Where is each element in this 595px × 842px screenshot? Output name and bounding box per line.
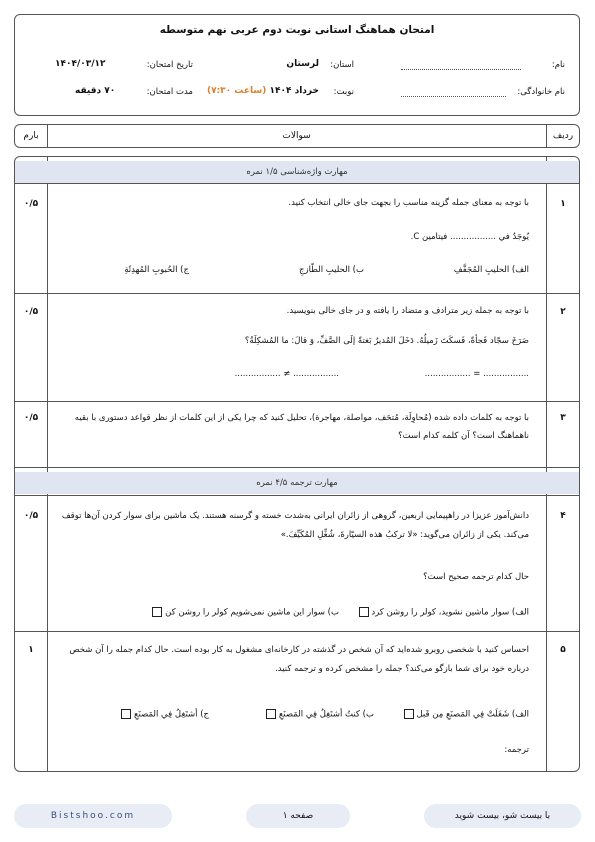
question-5-option-a[interactable] (400, 709, 529, 720)
section-vocabulary: مهارت واژه‌شناسی ۱/۵ نمره (15, 161, 579, 183)
round-label: نوبت: (333, 87, 354, 97)
question-4-prompt: دانش‌آموز عزیزا در راهپیمایی اربعین، گروهی از زائران ایرانی به‌شدت خسته و گرسنه هستند. یک ماشین برای سوار کردن آن‌ها توقف می‌کند. یکی از زائران می‌گوید: «لا تركبُ هذه السيّارةَ، شُغِّلِ المُكَيِّفَ.» (61, 511, 529, 540)
question-5-translation-label: ترجمه: (504, 745, 529, 755)
exam-header (14, 14, 580, 116)
province-value: لرستان (286, 59, 319, 69)
name-field[interactable] (401, 61, 521, 70)
question-5-option-b-checkbox[interactable] (266, 709, 276, 719)
duration-value: ۷۰ دقیقه (75, 86, 116, 96)
family-field[interactable] (401, 88, 506, 97)
question-2-number: ۲ (560, 307, 566, 317)
question-5-option-a-checkbox[interactable] (404, 709, 414, 719)
col-row: ردیف (552, 131, 574, 141)
footer-page-number: صفحه ۱ (246, 804, 350, 828)
question-4-score: ۰/۵ (23, 511, 39, 521)
question-3-number: ۳ (560, 413, 566, 423)
name-label: نام: (551, 60, 565, 70)
section-translation: مهارت ترجمه ۴/۵ نمره (15, 472, 579, 494)
question-2-blank-antonym[interactable]: ................. ≠ ................. (234, 369, 339, 379)
question-5-option-b[interactable] (262, 709, 374, 720)
question-5-number: ۵ (560, 645, 566, 655)
question-2-line: صَرَخَ سجّاد فَجأةً، فَسكَتَ زَميلُهُ. دَخَلَ المُديرُ بَغتةً إلَى الصَّفِّ، وَ قالَ: ما المُشكِلَةُ؟ (244, 336, 529, 346)
question-1-number: ۱ (560, 199, 566, 209)
question-2-prompt: با توجه به جمله زیر مترادف و متضاد را یافته و در جای خالی بنویسید. (286, 306, 529, 316)
question-3-score: ۰/۵ (23, 413, 39, 423)
question-4-option-b[interactable] (148, 607, 339, 618)
question-4-option-b-checkbox[interactable] (152, 607, 162, 617)
question-2-score: ۰/۵ (23, 307, 39, 317)
round-value (207, 86, 319, 96)
footer-slogan: با بیست شو، بیست شوید (424, 804, 581, 828)
exam-title: امتحان هماهنگ استانی نوبت دوم عربی نهم متوسطه (159, 24, 435, 36)
question-1-option-c[interactable]: ج) الحُبوبِ المُهدِئَةِ (124, 265, 189, 275)
province-label: استان: (330, 60, 354, 70)
question-1-score: ۰/۵ (23, 199, 39, 209)
question-3-prompt: با توجه به کلمات داده شده (مُحاوِلَة، مُتحَف، مواصلة، مهاجرة)، تحلیل کنید که چرا یکی از این کلمات از نظر قواعد دستوری با بقیه ناهماهنگ است؟ آن کلمه کدام است؟ (74, 413, 529, 441)
question-4-option-a[interactable] (355, 607, 529, 618)
round-month: خرداد ۱۴۰۴ (269, 86, 319, 96)
date-value: ۱۴۰۴/۰۳/۱۲ (55, 59, 106, 69)
question-5-option-c[interactable] (117, 709, 209, 720)
col-score: بارم (23, 131, 39, 141)
question-4-option-a-checkbox[interactable] (359, 607, 369, 617)
question-4-question: حال کدام ترجمه صحیح است؟ (423, 572, 529, 582)
question-4-option-a-label: الف) سوار ماشین نشوید، کولر را روشن کرد (371, 607, 529, 618)
question-4-number: ۴ (560, 511, 566, 521)
question-5-option-c-label: ج) أشتَغِلُ فِي المَصنَعِ (134, 709, 209, 720)
questions-table (14, 156, 580, 772)
question-5-option-a-label: الف) شَغَلَتْ فِي المَصنَعِ مِن قَبل (416, 709, 529, 720)
column-header-row (14, 124, 580, 148)
question-2-blank-synonym[interactable]: ................. = ................. (424, 369, 529, 379)
family-label: نام خانوادگی: (517, 87, 565, 97)
question-5-option-c-checkbox[interactable] (121, 709, 131, 719)
question-5-option-b-label: ب) كنتُ أشتَغِلُ فِي المَصنَعِ (278, 709, 374, 720)
round-time: (ساعت ۷:۳۰) (206, 86, 267, 96)
col-questions: سوالات (282, 131, 311, 141)
duration-label: مدت امتحان: (146, 87, 193, 97)
question-5-score: ۱ (28, 645, 34, 655)
question-4-option-b-label: ب) سوار این ماشین نمی‌شویم کولر را روشن کن (165, 607, 339, 618)
question-1-line: يُوجَدُ في ................. فيتامين C. (410, 232, 529, 242)
date-label: تاریخ امتحان: (146, 60, 193, 70)
footer-site[interactable]: Bistshoo.com (14, 804, 172, 828)
question-5-prompt: احساس کنید با شخصی روبرو شده‌اید که آن شخص در گذشته در کارخانه‌ای مشغول به کار بوده است. حال کدام جمله را آن شخص درباره خود برای شما بازگو می‌کند؟ جمله را مشخص کرده و ترجمه کنید. (69, 645, 529, 674)
question-1-option-b[interactable]: ب) الحليبِ الطّازجِ (299, 265, 364, 275)
question-1-option-a[interactable]: الف) الحليبِ المُجَفَّفِ (453, 265, 529, 275)
question-1-prompt: با توجه به معنای جمله گزینه مناسب را بجهت جای خالی انتخاب کنید. (288, 198, 529, 208)
